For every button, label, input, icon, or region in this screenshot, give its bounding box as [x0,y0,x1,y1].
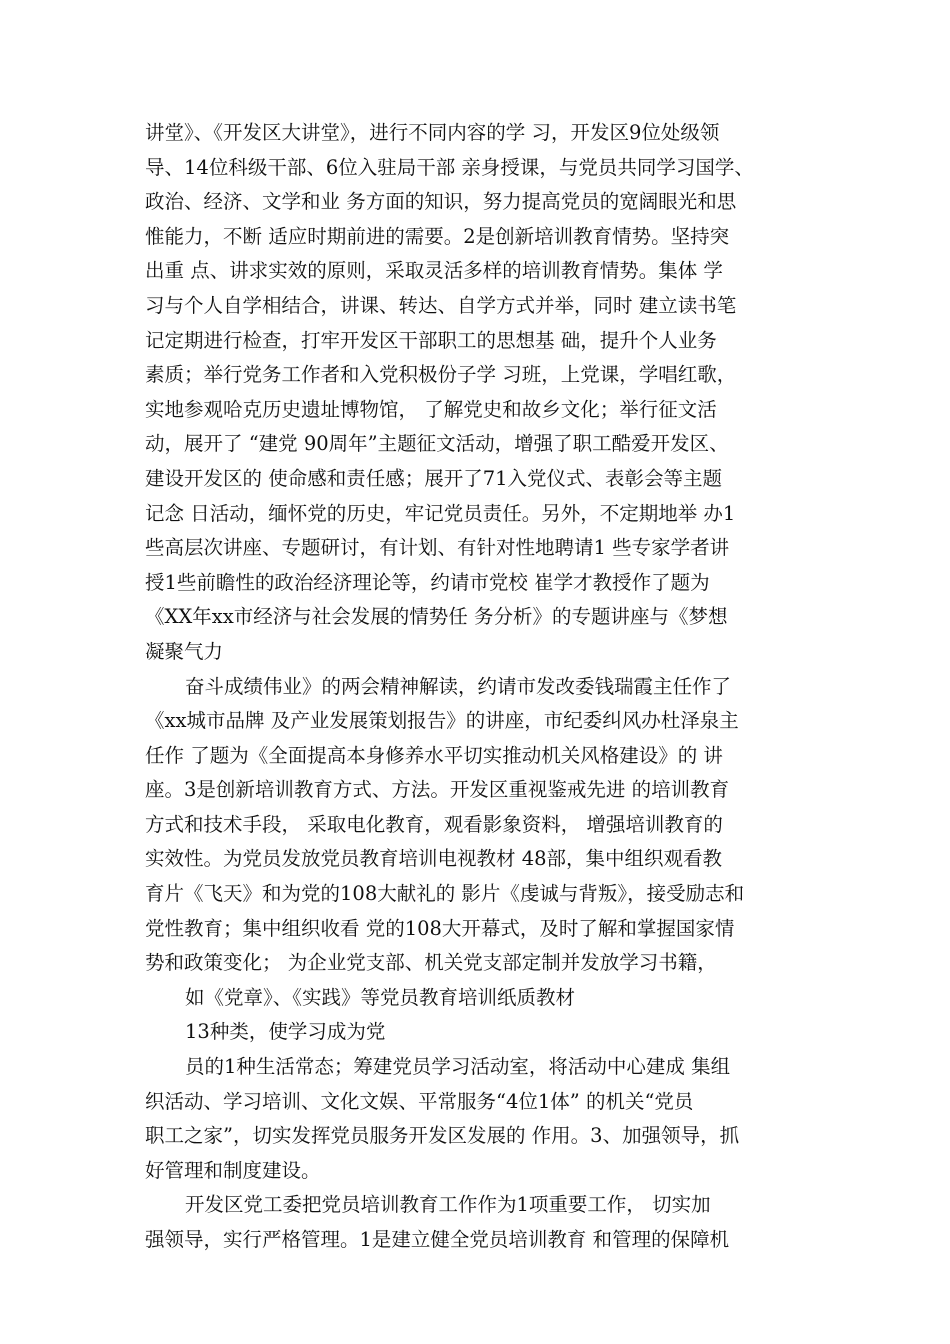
text-line: 如《党章》、《实践》等党员教育培训纸质教材 [185,985,576,1009]
body-text [145,116,810,1258]
text-line: 建设开发区的 使命感和责任感；展开了71入党仪式、表彰会等主题 [145,466,723,490]
text-line: 强领导，实行严格管理。1是建立健全党员培训教育 和管理的保障机 [145,1228,730,1251]
text-line: 好管理和制度建设。 [145,1158,321,1182]
text-line: 实效性。为党员发放党员教育培训电视教材 48部，集中组织观看教 [145,847,723,871]
text-line: 些高层次讲座、专题研讨，有计划、有针对性地聘请1 些专家学者讲 [145,536,730,560]
text-line: 奋斗成绩伟业》的两会精神解读，约请市发改委钱瑞霞主任作了 [185,674,732,698]
text-line: 动，展开了 “建党 90周年”主题征文活动，增强了职工酷爱开发区、 [145,432,729,456]
text-line: 《xx城市品牌 及产业发展策划报告》的讲座，市纪委纠风办杜泽泉主 [145,709,739,733]
text-line: 13种类，使学习成为党 [185,1020,386,1044]
text-line: 记定期进行检查，打牢开发区干部职工的思想基 础，提升个人业务 [145,328,717,352]
text-line: 职工之家”，切实发挥党员服务开发区发展的 作用。3、加强领导，抓 [145,1124,740,1148]
text-line: 实地参观哈克历史遗址博物馆， 了解党史和故乡文化；举行征文活 [145,397,717,421]
text-line: 织活动、学习培训、文化文娱、平常服务“4位1体” 的机关“党员 [145,1089,694,1113]
text-line: 开发区党工委把党员培训教育工作作为1项重要工作， 切实加 [185,1193,711,1217]
text-line: 惟能力，不断 适应时期前进的需要。2是创新培训教育情势。坚持突 [145,224,730,248]
text-line: 座。3是创新培训教育方式、方法。开发区重视鉴戒先进 的培训教育 [145,778,730,802]
text-line: 出重 点、讲求实效的原则，采取灵活多样的培训教育情势。集体 学 [145,259,723,283]
text-line: 方式和技术手段， 采取电化教育，观看影象资料， 增强培训教育的 [145,812,723,836]
text-line: 授1些前瞻性的政治经济理论等，约请市党校 崔学才教授作了题为 [145,570,710,594]
text-line: 育片《飞天》和为党的108大献礼的 影片《虔诚与背叛》，接受励志和 [145,882,745,906]
text-line: 《XX年xx市经济与社会发展的情势任 务分析》的专题讲座与《梦想 [145,605,728,629]
text-line: 习与个人自学相结合，讲课、转达、自学方式并举，同时 建立读书笔 [145,293,737,317]
text-line: 政治、经济、文学和业 务方面的知识，努力提高党员的宽阔眼光和思 [145,190,737,214]
text-line: 记念 日活动，缅怀党的历史，牢记党员责任。另外，不定期地举 办1 [145,501,736,525]
text-line: 导、14位科级干部、6位入驻局干部 亲身授课，与党员共同学习国学、 [145,155,754,179]
text-line: 讲堂》、《开发区大讲堂》，进行不同内容的学 习，开发区9位处级领 [145,121,720,144]
text-line: 凝聚气力 [145,639,224,663]
text-line: 素质；举行党务工作者和入党积极份子学 习班，上党课，学唱红歌， [145,363,737,387]
text-line: 员的1种生活常态；筹建党员学习活动室，将活动中心建成 集组 [185,1055,731,1079]
text-line: 任作 了题为《全面提高本身修养水平切实推动机关风格建设》的 讲 [145,743,723,767]
text-line: 党性教育；集中组织收看 党的108大开幕式，及时了解和掌握国家情 [145,916,735,940]
text-line: 势和政策变化； 为企业党支部、机关党支部定制并发放学习书籍， [145,951,717,975]
